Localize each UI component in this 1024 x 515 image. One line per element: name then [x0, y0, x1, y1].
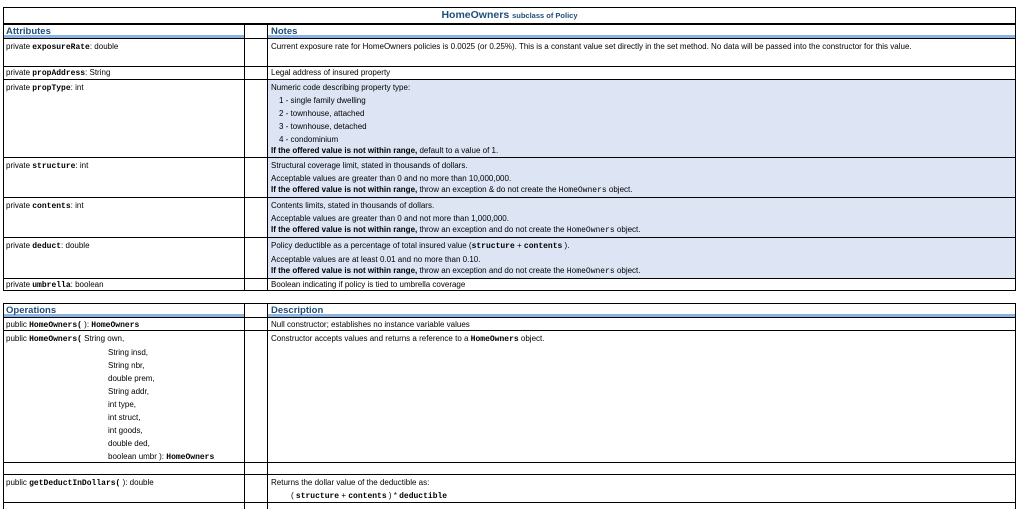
param: double prem, [108, 374, 155, 383]
attributes-header: Attributes [4, 25, 244, 38]
validation-rule: If the offered value is not within range, throw an exception and do not create the HomeOwners object. [271, 266, 641, 276]
operation-description: Constructor accepts values and returns a reference to a HomeOwners object. [271, 334, 545, 344]
class-name: HomeOwners [441, 9, 510, 21]
attribute-row-umbrella: private umbrella: boolean Boolean indicating if policy is tied to umbrella coverage [3, 279, 1016, 291]
attribute-notes: Numeric code describing property type: 1 - single family dwelling 2 - townhouse, attached 3 - townhouse, detached 4 - condominium If the offered value is not within range, default to a value of 1. [268, 80, 1015, 157]
attribute-row-contents: private contents: int Contents limits, stated in thousands of dollars. Acceptable values are greater than 0 and not more than 1,000,000. If the offered value is not within range, throw an exception and do not create the HomeOwners object. [3, 198, 1016, 238]
param: int type, [108, 400, 137, 409]
attribute-name: structure [32, 162, 76, 171]
deductible-formula: ( structure + contents ) * deductible [291, 491, 448, 501]
param: double ded, [108, 439, 150, 448]
attribute-row-exposure-rate: private exposureRate: double Current exposure rate for HomeOwners policies is 0.0025 (or 0.25%). This is a constant value set directly in the set method. No data will be passed into the constructor for this value. [3, 39, 1016, 67]
operations-header-row [3, 303, 1016, 318]
attribute-name: propAddress [32, 69, 86, 78]
attribute-name: deduct [32, 242, 62, 251]
attribute-name: exposureRate [32, 43, 90, 52]
attribute-name: umbrella [32, 281, 71, 290]
validation-rule: If the offered value is not within range, throw an exception and do not create the HomeOwners object. [271, 225, 641, 235]
param: String nbr, [108, 361, 145, 370]
attribute-row-prop-type: private propType: int Numeric code describing property type: 1 - single family dwelling 2 - townhouse, attached 3 - townhouse, detached 4 - condominium If the offered value is not within range, default to a value of 1. [3, 80, 1016, 158]
blank-row [3, 463, 1016, 475]
attribute-notes: Contents limits, stated in thousands of dollars. Acceptable values are greater than 0 and not more than 1,000,000. If the offered value is not within range, throw an exception and do not create the HomeOwners object. [268, 198, 1015, 237]
validation-rule: If the offered value is not within range, throw an exception & do not create the HomeOwners object. [271, 185, 633, 195]
param: String addr, [108, 387, 149, 396]
notes-header: Notes [268, 25, 1015, 38]
attribute-notes: Structural coverage limit, stated in thousands of dollars. Acceptable values are greater than 0 and no more than 10,000,000. If the offered value is not within range, throw an exception & do not create the HomeOwners object. [268, 158, 1015, 197]
param: int struct, [108, 413, 141, 422]
attributes-header-row [3, 24, 1016, 39]
operation-description: Returns the dollar value of the deductible as: ( structure + contents ) * deductible [268, 475, 1015, 502]
attribute-notes: Current exposure rate for HomeOwners policies is 0.0025 (or 0.25%). This is a constant value set directly in the set method. No data will be passed into the constructor for this value. [271, 42, 912, 51]
attribute-notes: Legal address of insured property [271, 68, 391, 77]
attribute-notes: Policy deductible as a percentage of total insured value (structure + contents ). Acceptable values are at least 0.01 and no more than 0.10. If the offered value is not within range, throw an exception and do not create the HomeOwners object. [268, 238, 1015, 278]
class-spec-table [3, 7, 1016, 509]
attribute-row-structure: private structure: int Structural coverage limit, stated in thousands of dollars. Acceptable values are greater than 0 and no more than 10,000,000. If the offered value is not within range, throw an exception & do not create the HomeOwners object. [3, 158, 1016, 198]
operation-row-full-constructor: public HomeOwners( String own, String insd, String nbr, double prem, String addr, int type, int struct, int goods, double ded, boolean umbr ): HomeOwners Constructor accepts values and returns a reference to a HomeOwners object. [3, 331, 1016, 463]
attribute-notes: Boolean indicating if policy is tied to umbrella coverage [271, 280, 466, 289]
description-header: Description [268, 304, 1015, 317]
operation-description: Null constructor; establishes no instance variable values [271, 320, 470, 329]
param: int goods, [108, 426, 143, 435]
section-spacer [3, 291, 1016, 303]
param: String insd, [108, 348, 149, 357]
attribute-name: propType [32, 84, 71, 93]
operation-row-null-constructor: public HomeOwners( ): HomeOwners Null constructor; establishes no instance variable values [3, 318, 1016, 331]
table-continuation [3, 503, 1016, 509]
operations-header: Operations [4, 304, 244, 317]
class-subtitle: subclass of Policy [512, 11, 578, 20]
validation-rule: If the offered value is not within range, default to a value of 1. [271, 146, 499, 155]
attribute-row-deduct: private deduct: double Policy deductible as a percentage of total insured value (structure + contents ). Acceptable values are at least 0.01 and no more than 0.10. If the offered value is not within range, throw an exception and do not create the HomeOwners object. [3, 238, 1016, 279]
attribute-name: contents [32, 202, 71, 211]
class-title [3, 7, 1016, 24]
attribute-row-prop-address: private propAddress: String Legal address of insured property [3, 67, 1016, 80]
operation-row-get-deduct-in-dollars: public getDeductInDollars( ): double Returns the dollar value of the deductible as: ( structure + contents ) * deductible [3, 475, 1016, 503]
